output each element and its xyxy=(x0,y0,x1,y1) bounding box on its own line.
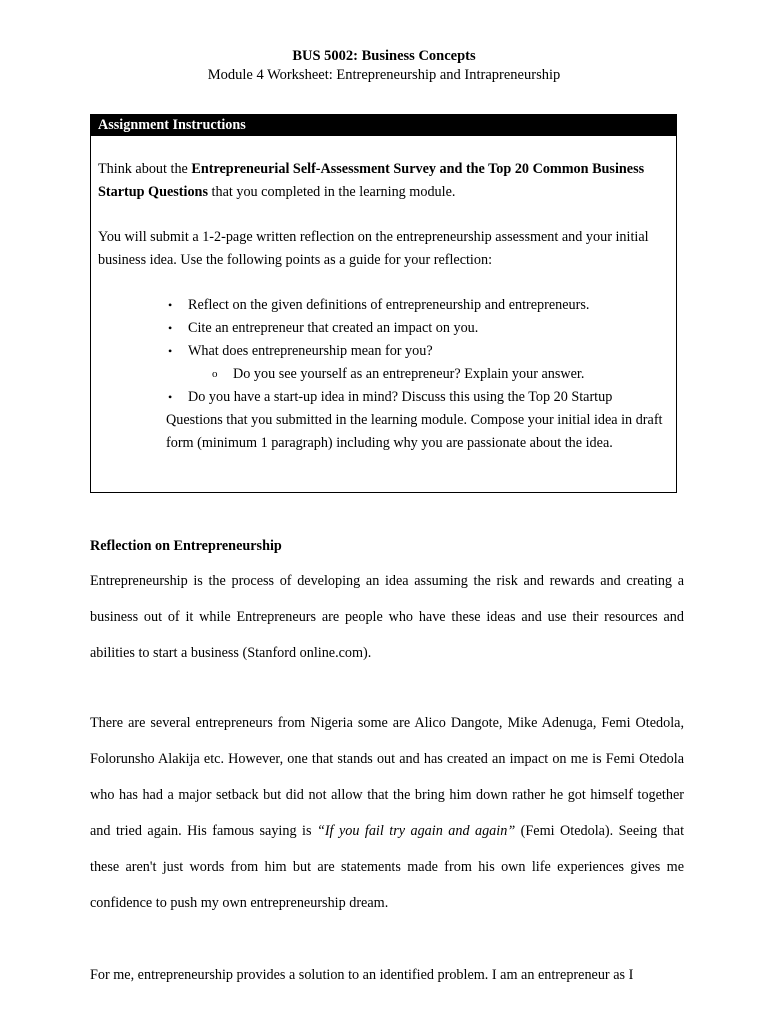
bullet-text: Reflect on the given definitions of entrepreneurship and entrepreneurs. xyxy=(188,297,590,313)
module-title: Module 4 Worksheet: Entrepreneurship and Intrapreneurship xyxy=(207,67,561,83)
sub-bullet-item xyxy=(98,363,668,386)
bullet-icon: • xyxy=(168,321,173,335)
bullet-icon: • xyxy=(168,390,173,404)
instructions-bullet-list xyxy=(98,294,668,455)
bullet-text: Cite an entrepreneur that created an impact on you. xyxy=(188,320,479,336)
reflection-paragraph-3: For me, entrepreneurship provides a solution to an identified problem. I am an entrepreneur as I xyxy=(90,967,634,983)
p1-post: that you completed in the learning module. xyxy=(207,184,456,200)
reflection-paragraph-2 xyxy=(90,705,684,921)
p1-bold: Entrepreneurial Self-Assessment Survey and the Top 20 Common Business Startup Questions xyxy=(98,161,645,200)
instructions-body xyxy=(91,158,676,455)
p1-pre: Think about the xyxy=(98,161,192,177)
bullet-icon: • xyxy=(168,344,173,358)
bullet-icon: • xyxy=(168,298,173,312)
instructions-paragraph-1 xyxy=(98,158,668,204)
hollow-bullet-icon: o xyxy=(212,368,218,380)
instructions-title: Assignment Instructions xyxy=(91,115,676,136)
bullet-text: Do you have a start-up idea in mind? Discuss this using the Top 20 Startup Questions that you submitted in the learning module. Compose your initial idea in draft form (minimum 1 paragraph) including why you are passionate about the idea. xyxy=(166,389,663,451)
instructions-paragraph-2: You will submit a 1-2-page written reflection on the entrepreneurship assessment and your initial business idea. Use the following points as a guide for your reflection: xyxy=(98,229,649,268)
para2-post: (Femi Otedola). Seeing that these aren't just words from him but are statements made from his own life experiences gives me confidence to push my own entrepreneurship dream. xyxy=(90,823,685,911)
bullet-item xyxy=(98,294,668,317)
bullet-item xyxy=(98,386,668,455)
reflection-paragraph-1: Entrepreneurship is the process of developing an idea assuming the risk and rewards and creating a business out of it while Entrepreneurs are people who have these ideas and use their resources and abilities to start a business (Stanford online.com). xyxy=(90,573,684,661)
bullet-item xyxy=(98,340,668,363)
assignment-instructions-box xyxy=(90,114,677,493)
reflection-heading: Reflection on Entrepreneurship xyxy=(90,538,282,554)
para2-pre: There are several entrepreneurs from Nigeria some are Alico Dangote, Mike Adenuga, Femi Otedola, Folorunsho Alakija etc. However, one that stands out and has created an impact on me is Femi Otedola who has had a major setback but did not allow that the bring him down rather he got himself together and tried again. His famous saying is xyxy=(90,715,684,839)
sub-bullet-text: Do you see yourself as an entrepreneur? Explain your answer. xyxy=(233,366,585,382)
bullet-text: What does entrepreneurship mean for you? xyxy=(188,343,433,359)
bullet-item xyxy=(98,317,668,340)
course-title: BUS 5002: Business Concepts xyxy=(292,48,476,64)
document-header xyxy=(0,47,768,85)
famous-quote: “If you fail try again and again” xyxy=(316,823,516,839)
